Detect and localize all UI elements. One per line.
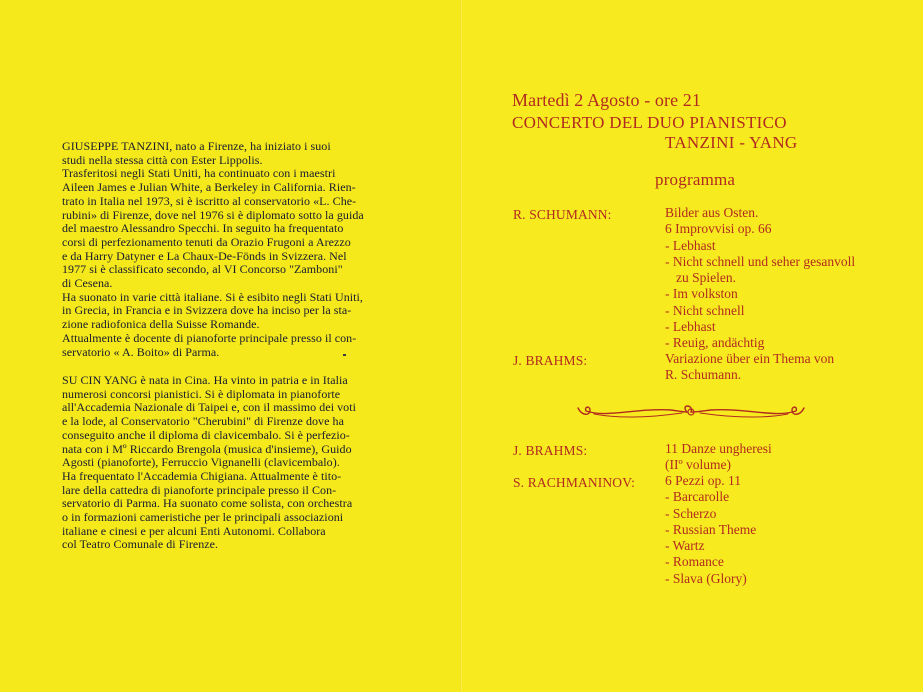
concert-date-time: Martedì 2 Agosto - ore 21 (512, 90, 701, 110)
composer-brahms-2: J. BRAHMS: (513, 443, 588, 458)
bio-line: Aileen James e Julian White, a Berkeley in California. Rien- (62, 180, 356, 195)
bio-line: trato in Italia nel 1973, si è iscritto al conservatorio «L. Che- (62, 193, 357, 208)
left-panel (0, 0, 461, 692)
bio-line: SU CIN YANG è nata in Cina. Ha vinto in patria e in Italia (62, 373, 348, 387)
work-line: - Reuig, andächtig (665, 335, 765, 351)
bio-line: corsi di perfezionamento tenuti da Orazio Frugoni a Arezzo (62, 234, 351, 249)
bio-line: di Cesena. (62, 276, 113, 291)
work-line: 6 Improvvisi op. 66 (665, 221, 772, 237)
bio-line: lare della cattedra di pianoforte principale presso il Con- (62, 482, 337, 497)
ink-speck (343, 354, 346, 356)
bio-line: del maestro Alessandro Specchi. In seguito ha frequentato (62, 221, 344, 236)
work-line: - Nicht schnell (665, 302, 745, 318)
works-brahms-2 (665, 441, 772, 474)
tanzini-biography (62, 140, 396, 359)
composer-brahms-1: J. BRAHMS: (513, 353, 588, 368)
bio-line: italiane e cinesi e per alcuni Enti Autonomi. Collabora (62, 523, 326, 538)
bio-line: o in formazioni cameristiche per le principali associazioni (62, 510, 344, 525)
bio-line: 1977 si è classificato secondo, al VI Concorso "Zamboni" (62, 262, 343, 277)
bio-line: studi nella stessa città con Ester Lippolis. (62, 152, 263, 167)
right-panel (462, 0, 923, 692)
bio-line: in Grecia, in Francia e in Svizzera dove ha inciso per la sta- (62, 303, 352, 318)
work-line: - Romance (665, 554, 724, 570)
work-line: - Lebhast (665, 319, 716, 335)
work-line: Bilder aus Osten. (665, 205, 759, 220)
work-line: R. Schumann. (665, 367, 742, 383)
bio-line: servatorio di Parma. Ha suonato come solista, con orchestra (62, 496, 353, 511)
ornamental-divider (576, 398, 806, 424)
work-line: - Slava (Glory) (665, 570, 747, 586)
bio-line: numerosi concorsi pianistici. Si è diplomata in pianoforte (62, 386, 341, 401)
work-line: (IIº volume) (665, 457, 732, 473)
bio-line: Ha frequentato l'Accademia Chigiana. Attualmente è tito- (62, 468, 342, 483)
bio-line: e la lode, al Conservatorio "Cherubini" di Firenze dove ha (62, 414, 344, 429)
duo-name: TANZINI - YANG (665, 133, 798, 152)
works-schumann (665, 205, 855, 352)
works-brahms-1 (665, 351, 834, 384)
bio-line: all'Accademia Nazionale di Taipei e, con il massimo dei voti (62, 400, 357, 415)
bio-line: col Teatro Comunale di Firenze. (62, 537, 219, 552)
program-heading: programma (655, 170, 736, 189)
bio-line: servatorio « A. Boito» di Parma. (62, 344, 220, 359)
work-line: - Lebhast (665, 237, 716, 253)
composer-rachmaninov: S. RACHMANINOV: (513, 475, 636, 490)
work-line: Variazione über ein Thema von (665, 351, 835, 366)
bio-line: rubini» di Firenze, dove nel 1976 si è diplomato sotto la guida (62, 207, 364, 222)
bio-line: Ha suonato in varie città italiane. Si è esibito negli Stati Uniti, (62, 289, 363, 304)
work-line: - Russian Theme (665, 521, 757, 537)
work-line: - Scherzo (665, 505, 717, 521)
work-line: - Nicht schnell und seher gesanvoll (665, 253, 856, 269)
bio-line: Trasferitosi negli Stati Uniti, ha continuato con i maestri (62, 166, 336, 181)
bio-line: Agosti (pianoforte), Ferruccio Vignanelli (clavicembalo). (62, 455, 340, 470)
yang-biography (62, 374, 396, 552)
bio-line: GIUSEPPE TANZINI, nato a Firenze, ha iniziato i suoi (62, 139, 331, 153)
bio-line: zione radiofonica della Suisse Romande. (62, 317, 260, 332)
composer-schumann: R. SCHUMANN: (513, 207, 612, 222)
concert-title: CONCERTO DEL DUO PIANISTICO (512, 113, 787, 132)
work-line: 6 Pezzi op. 11 (665, 473, 741, 488)
work-line: - Wartz (665, 538, 705, 554)
bio-line: e da Harry Datyner e La Chaux-De-Fönds in Svizzera. Nel (62, 248, 347, 263)
work-line: 11 Danze ungheresi (665, 441, 772, 456)
bio-line: conseguito anche il diploma di clavicembalo. Si è perfezio- (62, 427, 350, 442)
work-line: zu Spielen. (676, 270, 736, 286)
work-line: - Im volkston (665, 286, 738, 302)
work-line: - Barcarolle (665, 489, 730, 505)
bio-line: nata con i Mº Riccardo Brengola (musica d'insieme), Guido (62, 441, 352, 456)
bio-line: Attualmente è docente di pianoforte principale presso il con- (62, 330, 357, 345)
works-rachmaninov (665, 473, 756, 587)
